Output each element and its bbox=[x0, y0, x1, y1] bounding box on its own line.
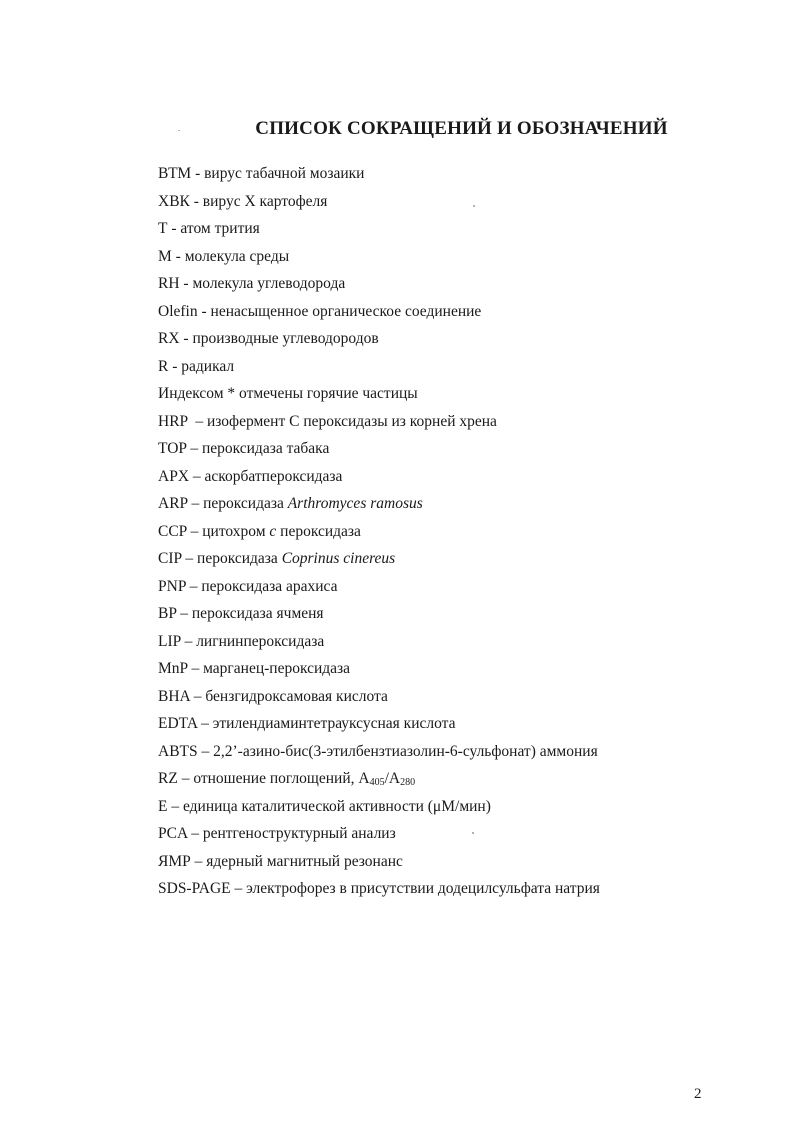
definition: атом трития bbox=[180, 220, 260, 237]
definition: пероксидаза ячменя bbox=[191, 605, 324, 622]
definition-tail: пероксидаза bbox=[276, 522, 361, 540]
separator: – bbox=[189, 467, 205, 485]
definition: радикал bbox=[181, 357, 235, 375]
definition: молекула среды bbox=[184, 247, 290, 265]
list-item bbox=[158, 793, 600, 821]
species-name: Arthromyces ramosus bbox=[287, 495, 423, 512]
definition: пероксидаза bbox=[197, 550, 282, 567]
list-item bbox=[158, 710, 600, 738]
definition: отношение поглощений, bbox=[193, 770, 359, 787]
abbreviation: CCP bbox=[158, 522, 187, 540]
separator: - bbox=[168, 357, 182, 375]
list-item bbox=[158, 765, 600, 793]
list-item bbox=[158, 353, 600, 381]
separator: – bbox=[186, 440, 202, 457]
separator: – bbox=[177, 770, 194, 787]
separator: – bbox=[185, 577, 202, 595]
list-item bbox=[158, 628, 600, 656]
definition: ненасыщенное органическое соединение bbox=[210, 302, 482, 320]
list-item bbox=[158, 600, 600, 628]
list-item bbox=[158, 848, 600, 876]
abbreviation: LIP bbox=[158, 632, 181, 650]
scan-speck bbox=[472, 832, 474, 834]
definition: бензгидроксамовая кислота bbox=[205, 687, 388, 705]
abbreviation: CIP bbox=[158, 550, 182, 567]
separator: – bbox=[176, 605, 192, 622]
page-number: 2 bbox=[694, 1086, 702, 1102]
definition: марганец-пероксидаза bbox=[203, 660, 351, 677]
abbreviation: М bbox=[158, 247, 172, 265]
separator: – bbox=[187, 660, 204, 677]
definition: рентгеноструктурный анализ bbox=[202, 825, 396, 842]
definition: пероксидаза bbox=[203, 495, 288, 512]
separator: - bbox=[167, 220, 181, 237]
definition: аскорбатпероксидаза bbox=[204, 467, 343, 485]
list-item bbox=[158, 820, 600, 848]
definition: изофермент С пероксидазы из корней хрена bbox=[206, 412, 497, 430]
separator: - bbox=[189, 192, 203, 210]
list-item bbox=[158, 298, 600, 326]
definition: молекула углеводорода bbox=[192, 275, 346, 292]
separator: – bbox=[230, 880, 247, 897]
list-item bbox=[158, 738, 600, 766]
separator: – bbox=[190, 852, 207, 870]
absorbance-ratio: $A_{405}/A_{280}$ bbox=[358, 770, 416, 788]
separator: - bbox=[197, 302, 211, 320]
list-item bbox=[158, 380, 600, 408]
list-item bbox=[158, 463, 600, 491]
species-name: Coprinus cinereus bbox=[281, 550, 396, 567]
definition: единица каталитической активности (μM/мин) bbox=[182, 797, 491, 815]
abbreviation-list bbox=[158, 160, 600, 903]
definition: цитохром bbox=[202, 522, 270, 540]
list-item bbox=[158, 435, 600, 463]
definition: электрофорез в присутствии додецилсульфата натрия bbox=[246, 880, 600, 897]
abbreviation: PCA bbox=[158, 825, 188, 842]
abbreviation: PNP bbox=[158, 577, 186, 595]
abbreviation: RX bbox=[158, 330, 180, 347]
definition: вирус Х картофеля bbox=[202, 192, 328, 210]
list-item bbox=[158, 655, 600, 683]
italic-letter: c bbox=[269, 522, 277, 540]
abbreviation: ХВК bbox=[158, 192, 190, 210]
separator: – bbox=[187, 412, 207, 430]
separator: – bbox=[187, 825, 203, 842]
separator: – bbox=[181, 550, 198, 567]
abbreviation: MnP bbox=[158, 660, 188, 677]
separator: – bbox=[189, 687, 206, 705]
separator: – bbox=[197, 715, 213, 732]
definition: этилендиаминтетрауксусная кислота bbox=[212, 715, 456, 732]
list-item bbox=[158, 683, 600, 711]
page-title: СПИСОК СОКРАЩЕНИЙ И ОБОЗНАЧЕНИЙ bbox=[255, 118, 668, 139]
abbreviation: APX bbox=[158, 467, 190, 485]
abbreviation: ARP bbox=[158, 495, 188, 512]
list-item bbox=[158, 518, 600, 546]
list-item bbox=[158, 875, 600, 903]
definition: пероксидаза табака bbox=[201, 440, 330, 457]
abbreviation: E bbox=[158, 797, 168, 815]
definition: 2,2’-азино-бис(3-этилбензтиазолин-6-сульфонат) аммония bbox=[213, 742, 598, 760]
abbreviation: Olefin bbox=[158, 302, 198, 320]
abbreviation: R bbox=[158, 357, 169, 375]
list-item bbox=[158, 188, 600, 216]
abbreviation: ВТМ bbox=[158, 165, 192, 182]
list-item bbox=[158, 243, 600, 271]
list-item bbox=[158, 325, 600, 353]
abbreviation: EDTA bbox=[158, 715, 198, 732]
separator: – bbox=[197, 742, 214, 760]
abbreviation: TOP bbox=[158, 440, 187, 457]
separator: – bbox=[186, 522, 203, 540]
list-item bbox=[158, 573, 600, 601]
separator: – bbox=[187, 495, 204, 512]
definition: пероксидаза арахиса bbox=[201, 577, 338, 595]
scan-speck bbox=[473, 205, 475, 207]
separator: – bbox=[167, 797, 183, 815]
definition: ядерный магнитный резонанс bbox=[206, 852, 403, 870]
list-item bbox=[158, 160, 600, 188]
separator: - bbox=[179, 275, 193, 292]
definition: лигнинпероксидаза bbox=[196, 632, 325, 650]
abbreviation: ABTS bbox=[158, 742, 198, 760]
separator: - bbox=[171, 247, 185, 265]
abbreviation: ЯМР bbox=[158, 852, 191, 870]
definition: * отмечены горячие частицы bbox=[227, 385, 418, 402]
definition: производные углеводородов bbox=[192, 330, 379, 347]
abbreviation: RZ bbox=[158, 770, 178, 787]
abbreviation: SDS-PAGE bbox=[158, 880, 231, 897]
list-item bbox=[158, 490, 600, 518]
abbreviation: BHA bbox=[158, 687, 190, 705]
abbreviation: BP bbox=[158, 605, 177, 622]
list-item bbox=[158, 270, 600, 298]
list-item bbox=[158, 215, 600, 243]
list-item bbox=[158, 545, 600, 573]
abbreviation: RH bbox=[158, 275, 180, 292]
abbreviation: HRP bbox=[158, 412, 188, 430]
list-item bbox=[158, 408, 600, 436]
abbreviation: Индексом bbox=[158, 385, 224, 402]
scan-speck bbox=[178, 130, 180, 131]
separator: - bbox=[191, 165, 205, 182]
separator: - bbox=[179, 330, 193, 347]
separator: – bbox=[180, 632, 197, 650]
abbreviation: Т bbox=[158, 220, 168, 237]
definition: вирус табачной мозаики bbox=[204, 165, 365, 182]
